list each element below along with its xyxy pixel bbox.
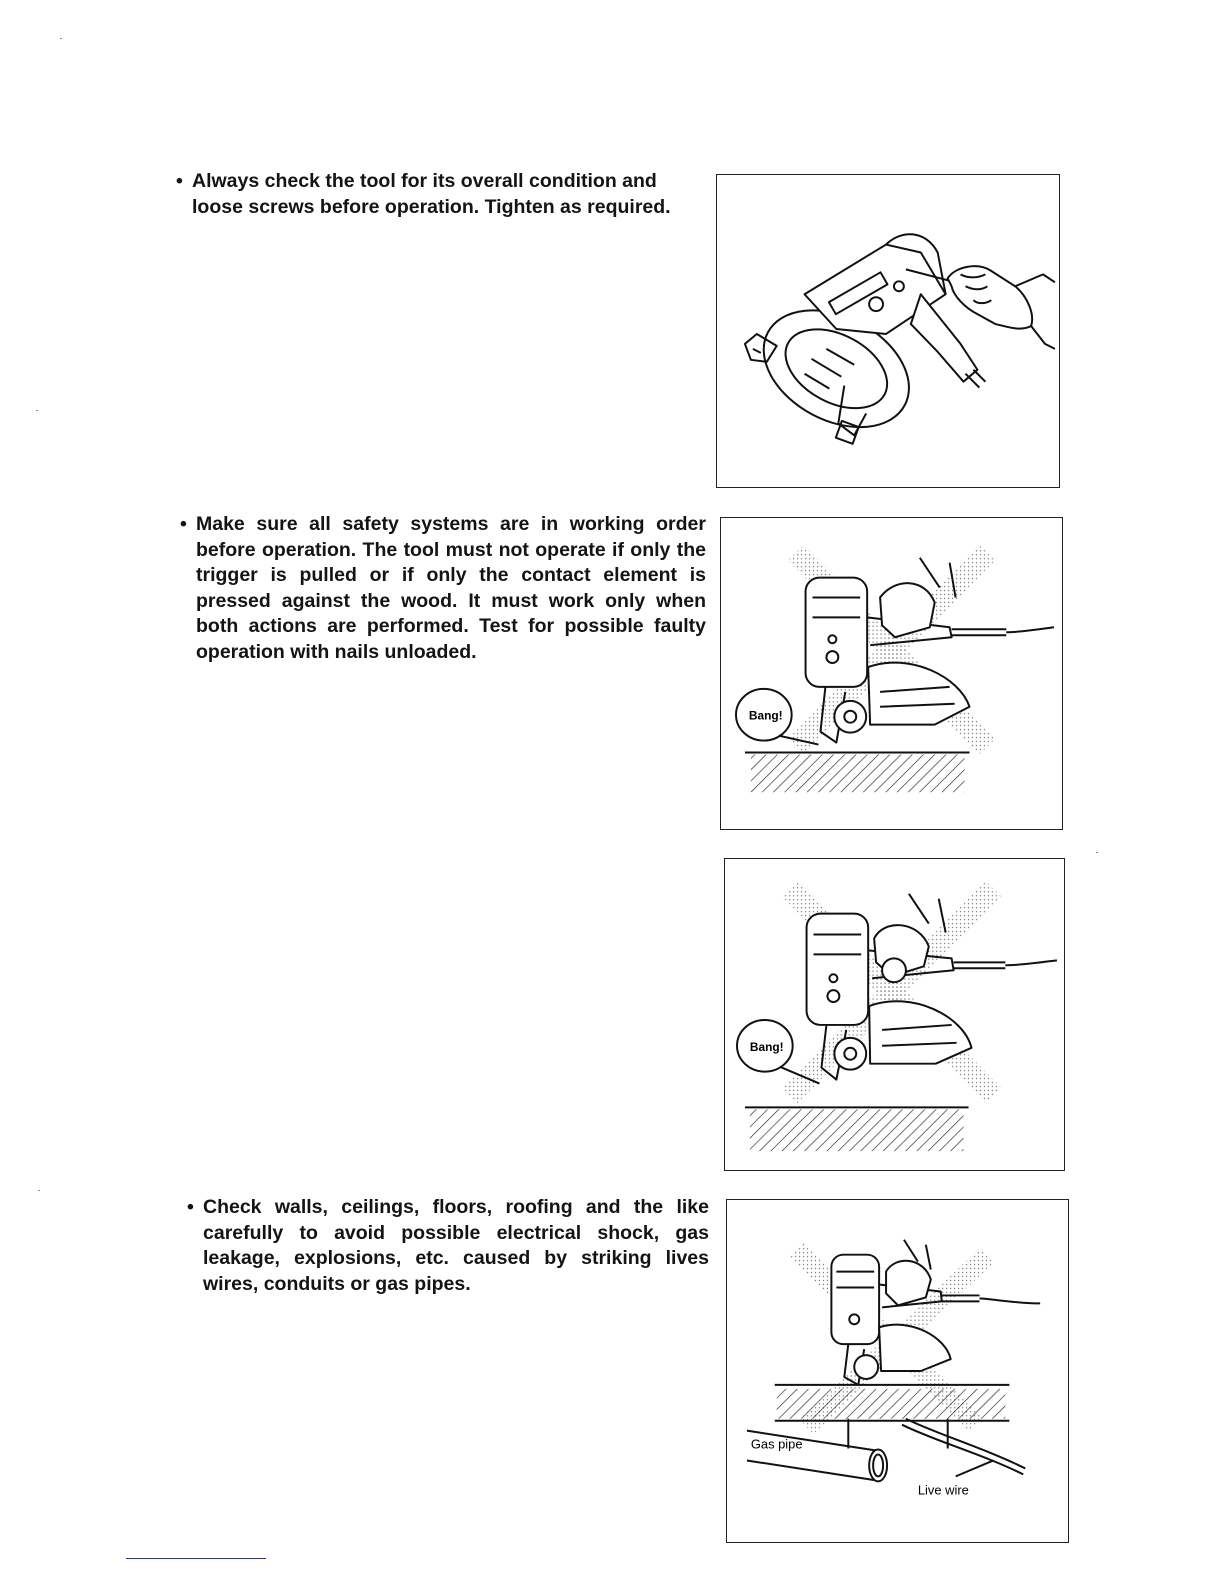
instruction-text: Make sure all safety systems are in working order before operation. The tool must not operate if only the trigger is pulled or if only the contact element is pressed against the wood. It must work only when both actions are performed. Test for possible faulty operation with nails unloaded.	[196, 513, 706, 663]
figure-tool-inspection	[716, 174, 1060, 488]
instruction-safety-systems	[180, 512, 706, 665]
figure-hidden-hazards	[726, 1199, 1069, 1543]
bang-callout: Bang!	[748, 708, 783, 723]
instruction-text: Always check the tool for its overall condition and loose screws before operation. Tighten as required.	[192, 170, 671, 218]
instruction-check-tool	[176, 169, 704, 220]
bang-callout: Bang!	[749, 1039, 784, 1054]
bullet-icon: •	[180, 513, 187, 535]
instruction-check-walls	[187, 1195, 709, 1297]
nailer-trigger-only-icon	[721, 518, 1062, 829]
scan-speck	[1096, 852, 1098, 853]
figure-contact-only	[724, 858, 1065, 1171]
instruction-text: Check walls, ceilings, floors, roofing and the like carefully to avoid possible electrical shock, gas leakage, explosions, etc. caused by striking lives wires, conduits or gas pipes.	[203, 1196, 709, 1295]
nailer-inspection-icon	[717, 175, 1059, 487]
live-wire-label: Live wire	[917, 1482, 969, 1498]
scan-speck	[36, 410, 38, 411]
bullet-icon: •	[176, 170, 183, 192]
bullet-icon: •	[187, 1196, 194, 1218]
scan-speck	[38, 1190, 40, 1191]
nailer-hidden-hazards-icon	[727, 1200, 1068, 1542]
nailer-contact-only-icon	[725, 859, 1064, 1170]
figure-trigger-only	[720, 517, 1063, 830]
scan-speck	[60, 38, 62, 39]
gas-pipe-label: Gas pipe	[750, 1436, 803, 1452]
scan-mark-line	[126, 1558, 266, 1559]
